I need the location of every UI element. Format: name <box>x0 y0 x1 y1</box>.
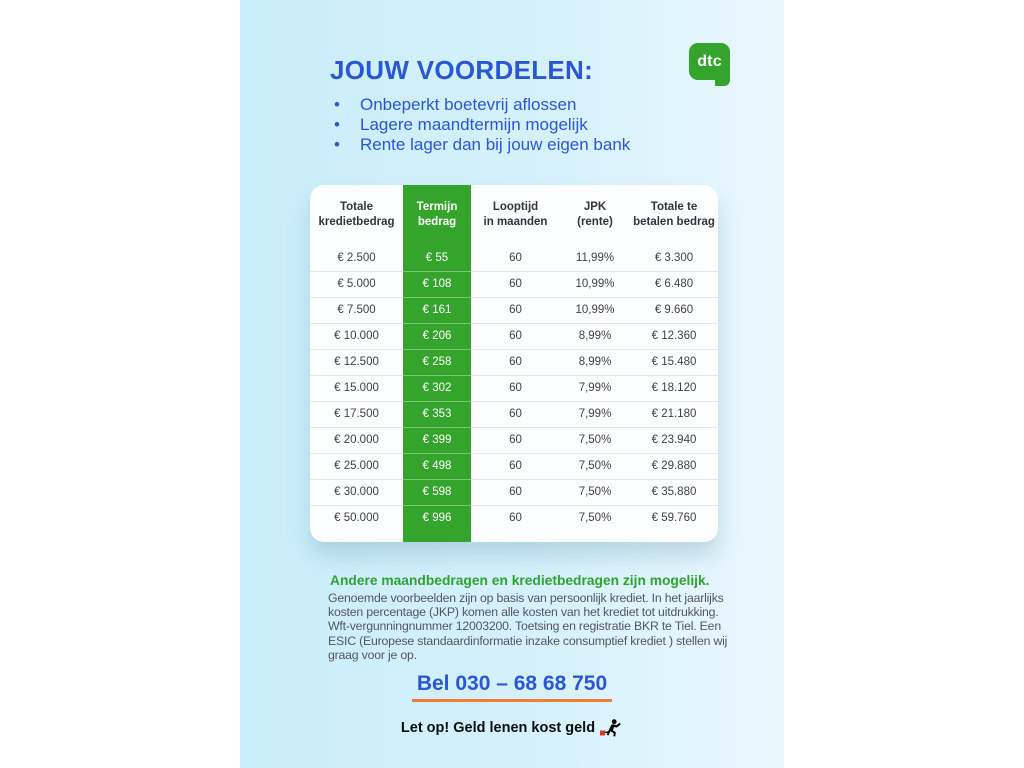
table-row <box>310 271 718 297</box>
table-cell: € 258 <box>403 349 471 375</box>
table-cell: € 12.500 <box>310 349 403 375</box>
table-cell: 60 <box>509 251 522 264</box>
credit-warning-text: Let op! Geld lenen kost geld <box>400 720 596 736</box>
table-cell: € 598 <box>403 479 471 505</box>
credit-warning-row <box>240 719 784 737</box>
table-cell: € 59.760 <box>630 505 718 531</box>
table-row <box>310 427 718 453</box>
table-row <box>310 453 718 479</box>
table-cell: € 15.000 <box>310 375 403 401</box>
table-cell: € 399 <box>403 427 471 453</box>
dtc-logo <box>689 43 733 89</box>
table-cell: 60 <box>471 323 560 349</box>
table-cell: € 12.360 <box>630 323 718 349</box>
table-cell: 10,99% <box>560 297 630 323</box>
table-cell: € 498 <box>403 453 471 479</box>
table-header-row <box>310 185 718 245</box>
rates-table-card <box>310 185 718 542</box>
table-row <box>310 245 718 271</box>
table-cell: 8,99% <box>560 323 630 349</box>
page-title: JOUW VOORDELEN: <box>330 55 594 85</box>
table-cell: € 20.000 <box>310 427 403 453</box>
table-cell: € 5.000 <box>310 271 403 297</box>
benefit-item: • Rente lager dan bij jouw eigen bank <box>332 135 630 155</box>
table-cell: € 29.880 <box>630 453 718 479</box>
table-cell: € 55 <box>403 245 471 271</box>
table-cell: 7,50% <box>560 505 630 531</box>
table-header-cell: JPK (rente) <box>577 201 613 228</box>
table-header-cell: Looptijd in maanden <box>483 201 548 228</box>
table-cell: 60 <box>471 401 560 427</box>
table-cell: 7,99% <box>560 401 630 427</box>
table-header-cell: Termijn bedrag <box>403 185 471 245</box>
table-cell: € 21.180 <box>630 401 718 427</box>
table-cell: € 302 <box>403 375 471 401</box>
table-cell: € 996 <box>403 505 471 531</box>
logo-text: dtc <box>697 52 722 70</box>
table-header-cell: Totale kredietbedrag <box>318 201 395 228</box>
credit-warning <box>401 719 623 737</box>
phone-cta-row <box>240 672 784 702</box>
table-row <box>310 479 718 505</box>
table-cell: 7,99% <box>560 375 630 401</box>
table-cell: 60 <box>471 453 560 479</box>
table-row <box>310 297 718 323</box>
table-cell: 10,99% <box>560 271 630 297</box>
table-cell: € 353 <box>403 401 471 427</box>
flyer-page <box>240 0 784 768</box>
benefit-item: • Onbeperkt boetevrij aflossen <box>332 95 630 115</box>
table-row <box>310 505 718 531</box>
table-row <box>310 401 718 427</box>
table-cell: 60 <box>471 297 560 323</box>
table-cell: € 35.880 <box>630 479 718 505</box>
table-cell: 8,99% <box>560 349 630 375</box>
table-row <box>310 349 718 375</box>
table-cell: € 50.000 <box>310 505 403 531</box>
table-cell: € 25.000 <box>310 453 403 479</box>
table-row <box>310 323 718 349</box>
table-cell: € 23.940 <box>630 427 718 453</box>
geld-lenen-kost-geld-icon <box>599 719 623 737</box>
table-cell: 60 <box>471 505 560 531</box>
table-cell: 60 <box>471 427 560 453</box>
table-cell: € 30.000 <box>310 479 403 505</box>
table-cell: € 108 <box>403 271 471 297</box>
table-cell: 7,50% <box>560 427 630 453</box>
table-cell: € 17.500 <box>310 401 403 427</box>
table-cell: € 3.300 <box>654 251 694 264</box>
table-cell: € 18.120 <box>630 375 718 401</box>
table-cell: € 6.480 <box>630 271 718 297</box>
table-cell: € 15.480 <box>630 349 718 375</box>
rates-table <box>310 185 718 531</box>
phone-cta[interactable]: Bel 030 – 68 68 750 <box>412 672 612 702</box>
table-cell: € 161 <box>403 297 471 323</box>
table-row <box>310 375 718 401</box>
table-cell: € 7.500 <box>310 297 403 323</box>
table-cell: 60 <box>471 349 560 375</box>
logo-body <box>689 43 730 80</box>
table-cell: 60 <box>471 375 560 401</box>
table-cell: 60 <box>471 271 560 297</box>
table-cell: € 9.660 <box>630 297 718 323</box>
table-header-cell: Totale te betalen bedrag <box>633 201 715 228</box>
table-cell: € 10.000 <box>310 323 403 349</box>
benefits-list <box>332 95 630 155</box>
table-cell: € 2.500 <box>337 251 376 264</box>
table-cell: 7,50% <box>560 453 630 479</box>
disclaimer-text: Genoemde voorbeelden zijn op basis van persoonlijk krediet. In het jaarlijks kosten percentage (JKP) komen alle kosten van het krediet tot uitdrukking. Wft-vergunningnummer 12003200. Toetsing en registratie BKR te Tiel. Een ESIC (Europese standaardinformatie inzake consumptief krediet ) stellen wij graag voor je op. <box>328 591 728 662</box>
table-cell: 60 <box>471 479 560 505</box>
table-cell: 7,50% <box>560 479 630 505</box>
benefit-item: • Lagere maandtermijn mogelijk <box>332 115 630 135</box>
other-amounts-note: Andere maandbedragen en kredietbedragen zijn mogelijk. <box>330 573 710 588</box>
table-cell: 11,99% <box>575 251 615 264</box>
table-cell: € 206 <box>403 323 471 349</box>
